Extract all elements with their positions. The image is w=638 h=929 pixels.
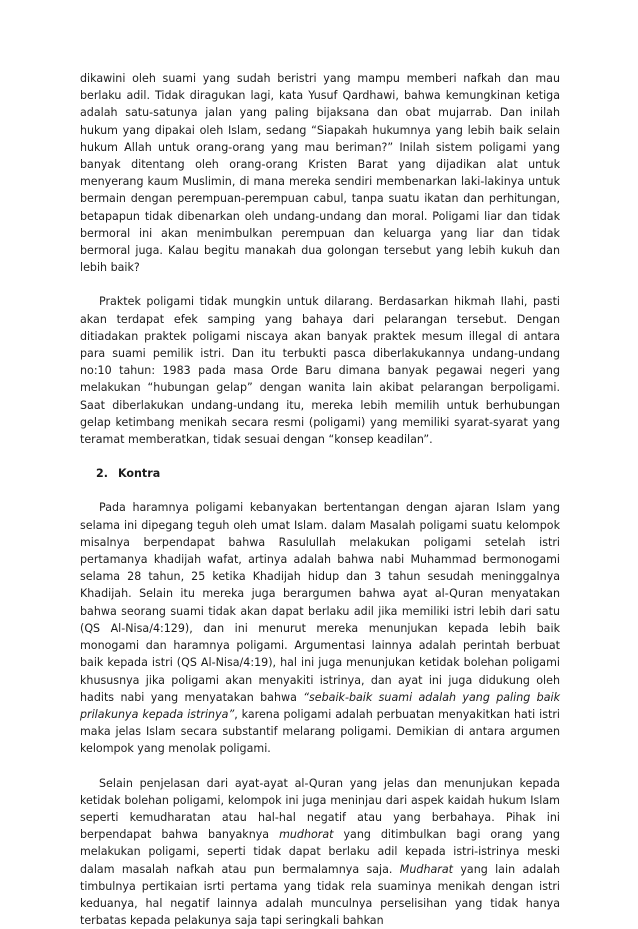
paragraph-continuation: dikawini oleh suami yang sudah beristri yang mampu memberi nafkah dan mau berlaku adil. Tidak diragukan lagi, kata Yusuf Qardhawi, bahwa kemungkinan ketiga adalah satu-satunya jalan yang paling bijaksana dan obat mujarrab. Dan inilah hukum yang dipakai oleh Islam, sedang “Siapakah hukumnya yang lebih baik selain hukum Allah untuk orang-orang yang mau beriman?” Inilah sistem poligami yang banyak ditentang oleh orang-orang Kristen Barat yang dijadikan alat untuk menyerang kaum Muslimin, di mana mereka sendiri membenarkan laki-lakinya untuk bermain dengan perempuan-perempuan cabul, tanpa suatu ikatan dan perhitungan, betapapun tidak dibenarkan oleh undang-undang dan moral. Poligami liar dan tidak bermoral ini akan menimbulkan perempuan dan keluarga yang liar dan tidak bermoral juga. Kalau begitu manakah dua golongan tersebut yang lebih kukuh dan lebih baik? — [80, 72, 560, 275]
section-title: Kontra — [118, 467, 161, 481]
paragraph-kontra — [80, 499, 560, 757]
paragraph-praktek-poligami: Praktek poligami tidak mungkin untuk dilarang. Berdasarkan hikmah Ilahi, pasti akan terdapat efek samping yang bahaya dari pelarangan tersebut. Dengan ditiadakan praktek poligami niscaya akan banyak praktek mesum illegal di antara para suami pemilik istri. Dan itu terbukti pasca diberlakukannya undang-undang no:10 tahun: 1983 pada masa Orde Baru dimana banyak pegawai negeri yang melakukan “hubungan gelap” dengan wanita lain akibat pelarangan berpoligami. Saat diberlakukan undang-undang itu, mereka lebih memilih untuk berhubungan gelap ketimbang menikah secara resmi (poligami) yang memiliki syarat-syarat yang teramat memberatkan, tidak sesuai dengan “konsep keadilan”. — [80, 295, 560, 447]
paragraph-text: yang lain adalah timbulnya pertikaian isrti pertama yang tidak rela suaminya menikah dengan istri keduanya, hal negatif lainnya adalah munculnya perselisihan yang tidak hanya terbatas kepada pelakunya saja tapi seringkali bahkan — [80, 862, 560, 928]
hadith-quote: “sebaik-baik suami adalah yang paling baik prilakunya kepada istrinya” — [80, 690, 560, 721]
paragraph-text: , karena poligami adalah perbuatan menyakitkan hati istri maka jelas Islam secara substantif melarang poligami. Demikian di antara argumen kelompok yang menolak poligami. — [80, 707, 560, 756]
paragraph-text: Pada haramnya poligami kebanyakan bertentangan dengan ajaran Islam yang selama ini dipegang teguh oleh umat Islam. dalam Masalah poligami suatu kelompok misalnya berpendapat bahwa Rasulullah melakukan poligami setelah istri pertamanya khadijah wafat, artinya adalah bahwa nabi Muhammad bermonogami selama 28 tahun, 25 ketika Khadijah hidup dan 3 tahun sesudah meninggalnya Khadijah. Selain itu mereka juga berargumen bahwa ayat al-Quran menyatakan bahwa seorang suami tidak akan dapat berlaku adil jika memiliki istri lebih dari satu (QS Al-Nisa/4:129), dan ini menurut mereka menunjukan kepada lebih baik monogami dan haramnya poligami. Argumentasi lainnya adalah perintah berbuat baik kepada istri (QS Al-Nisa/4:19), hal ini juga menunjukan ketidak bolehan poligami khususnya jika poligami akan menyakiti istrinya, dan ayat ini juga didukung oleh hadits nabi yang menyatakan bahwa — [80, 501, 560, 704]
section-number: 2. — [96, 467, 108, 481]
paragraph-kaidah-hukum — [80, 775, 560, 929]
italic-term: Mudharat — [399, 862, 453, 876]
section-heading — [80, 465, 560, 482]
italic-term: mudhorat — [279, 828, 334, 842]
paragraph-text: yang ditimbulkan bagi orang yang melakukan poligami, seperti tidak dapat berlaku adil kepada istri-istrinya meski dalam masalah nafkah atau pun bermalamnya saja. — [80, 828, 561, 876]
document-page — [80, 70, 560, 929]
paragraph-text: Selain penjelasan dari ayat-ayat al-Quran yang jelas dan menunjukan kepada ketidak bolehan poligami, kelompok ini juga meninjau dari aspek kaidah hukum Islam seperti kemudharatan atau hal-hal negatif atau yang berbahaya. Pihak ini berpendapat bahwa banyaknya — [80, 776, 560, 842]
